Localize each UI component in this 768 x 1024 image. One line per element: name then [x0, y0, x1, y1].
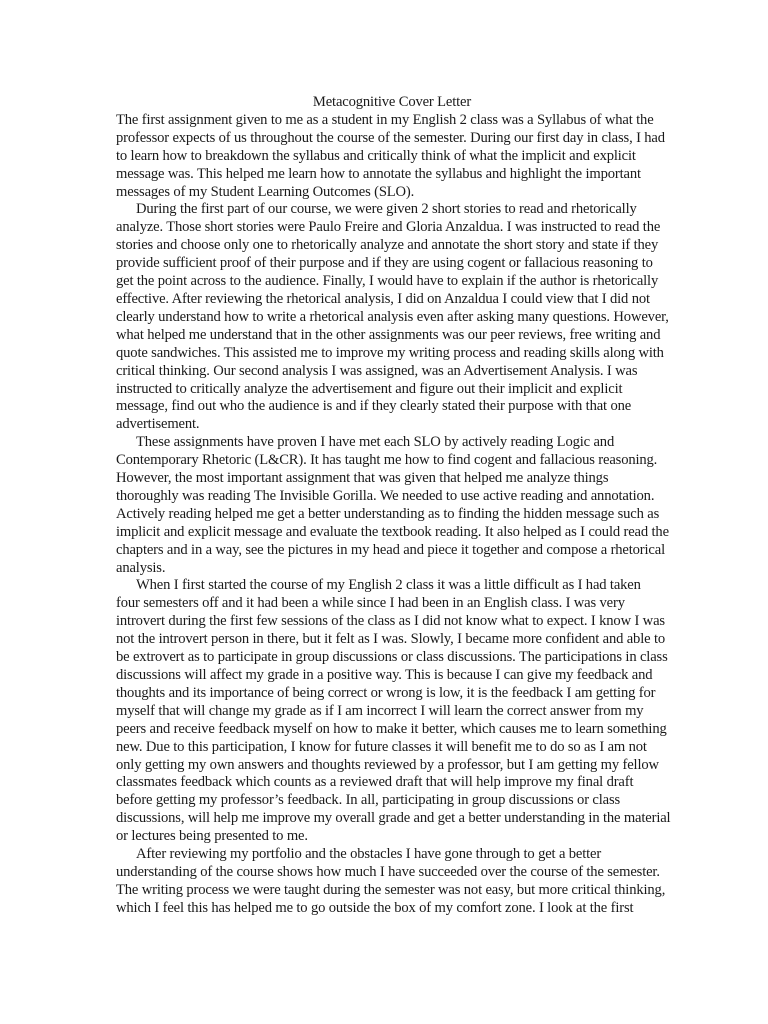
- text-line: get the point across to the audience. Finally, I would have to explain if the author is rhetorically: [116, 273, 659, 290]
- text-line: thoughts and its importance of being correct or wrong is low, it is the feedback I am getting for: [116, 684, 656, 701]
- text-line: critical thinking. Our second analysis I was assigned, was an Advertisement Analysis. I was: [116, 362, 638, 379]
- text-line: These assignments have proven I have met each SLO by actively reading Logic and: [136, 434, 615, 451]
- text-line: or lectures being presented to me.: [116, 828, 308, 845]
- paragraph: [116, 846, 668, 918]
- text-line: The writing process we were taught during the semester was not easy, but more critical thinking,: [116, 881, 666, 898]
- text-line: discussions, will help me improve my overall grade and get a better understanding in the material: [116, 810, 671, 827]
- text-line: stories and choose only one to rhetorically analyze and annotate the short story and state if they: [116, 237, 659, 254]
- text-line: analyze. Those short stories were Paulo Freire and Gloria Anzaldua. I was instructed to read the: [116, 219, 661, 236]
- text-line: professor expects of us throughout the course of the semester. During our first day in class, I had: [116, 129, 665, 146]
- text-line: not the introvert person in there, but it felt as I was. Slowly, I became more confident and able to: [116, 631, 665, 648]
- text-line: message was. This helped me learn how to annotate the syllabus and highlight the important: [116, 165, 641, 182]
- text-line: only getting my own answers and thoughts reviewed by a professor, but I am getting my fellow: [116, 756, 659, 773]
- text-line: quote sandwiches. This assisted me to improve my writing process and reading skills along with: [116, 344, 664, 361]
- document-title: Metacognitive Cover Letter: [312, 94, 472, 110]
- text-line: Contemporary Rhetoric (L&CR). It has taught me how to find cogent and fallacious reasoning.: [116, 452, 658, 469]
- text-line: myself that will change my grade as if I am incorrect I will learn the correct answer from my: [116, 702, 644, 719]
- text-line: provide sufficient proof of their purpose and if they are using cogent or fallacious reasoning to: [116, 255, 653, 272]
- text-line: what helped me understand that in the other assignments was our peer reviews, free writing and: [116, 326, 661, 343]
- document-body: [116, 111, 671, 918]
- text-line: When I first started the course of my English 2 class it was a little difficult as I had taken: [136, 577, 641, 594]
- text-line: understanding of the course shows how much I have succeeded over the course of the semester.: [116, 863, 660, 880]
- text-line: message, find out who the audience is and if they clearly stated their purpose with that one: [116, 398, 632, 415]
- paragraph: [116, 577, 671, 846]
- text-line: Actively reading helped me get a better understanding as to finding the hidden message such as: [116, 505, 660, 522]
- text-line: messages of my Student Learning Outcomes (SLO).: [116, 183, 415, 200]
- text-line: peers and receive feedback myself on how to make it better, which causes me to learn something: [116, 720, 667, 737]
- text-line: implicit and explicit message and evaluate the textbook reading. It also helped as I could read the: [116, 523, 669, 540]
- text-line: advertisement.: [116, 416, 200, 433]
- paragraph: [116, 434, 668, 577]
- paragraph: [116, 112, 668, 202]
- text-line: After reviewing my portfolio and the obstacles I have gone through to get a better: [136, 846, 602, 863]
- text-line: discussions will affect my grade in a positive way. This is because I can give my feedback and: [116, 667, 653, 683]
- text-line: which I feel this has helped me to go outside the box of my comfort zone. I look at the first: [116, 899, 634, 916]
- text-line: During the first part of our course, we were given 2 short stories to read and rhetorically: [136, 201, 637, 218]
- text-line: However, the most important assignment that was given that helped me analyze things: [116, 470, 609, 487]
- text-line: four semesters off and it had been a while since I had been in an English class. I was very: [116, 595, 625, 612]
- text-line: introvert during the first few sessions of the class as I did not know what to expect. I know I was: [116, 613, 665, 630]
- text-line: be extrovert as to participate in group discussions or class discussions. The participations in class: [116, 649, 668, 666]
- text-line: effective. After reviewing the rhetorical analysis, I did on Anzaldua I could view that I did not: [116, 290, 650, 307]
- text-line: to learn how to breakdown the syllabus and critically think of what the implicit and explicit: [116, 147, 636, 164]
- text-line: The first assignment given to me as a student in my English 2 class was a Syllabus of what the: [116, 111, 654, 128]
- text-line: instructed to critically analyze the advertisement and figure out their implicit and explicit: [116, 380, 623, 397]
- text-line: new. Due to this participation, I know for future classes it will benefit me to do so as I am not: [116, 738, 647, 755]
- text-line: before getting my professor’s feedback. In all, participating in group discussions or class: [116, 792, 621, 809]
- text-line: thoroughly was reading The Invisible Gorilla. We needed to use active reading and annotation.: [116, 487, 655, 504]
- paragraph: [116, 201, 668, 434]
- text-line: analysis.: [116, 559, 166, 576]
- text-line: classmates feedback which counts as a reviewed draft that will help improve my final draft: [116, 774, 634, 791]
- text-line: clearly understand how to write a rhetorical analysis even after asking many questions. However,: [116, 308, 669, 325]
- text-line: chapters and in a way, see the pictures in my head and piece it together and compose a rhetorical: [116, 541, 665, 558]
